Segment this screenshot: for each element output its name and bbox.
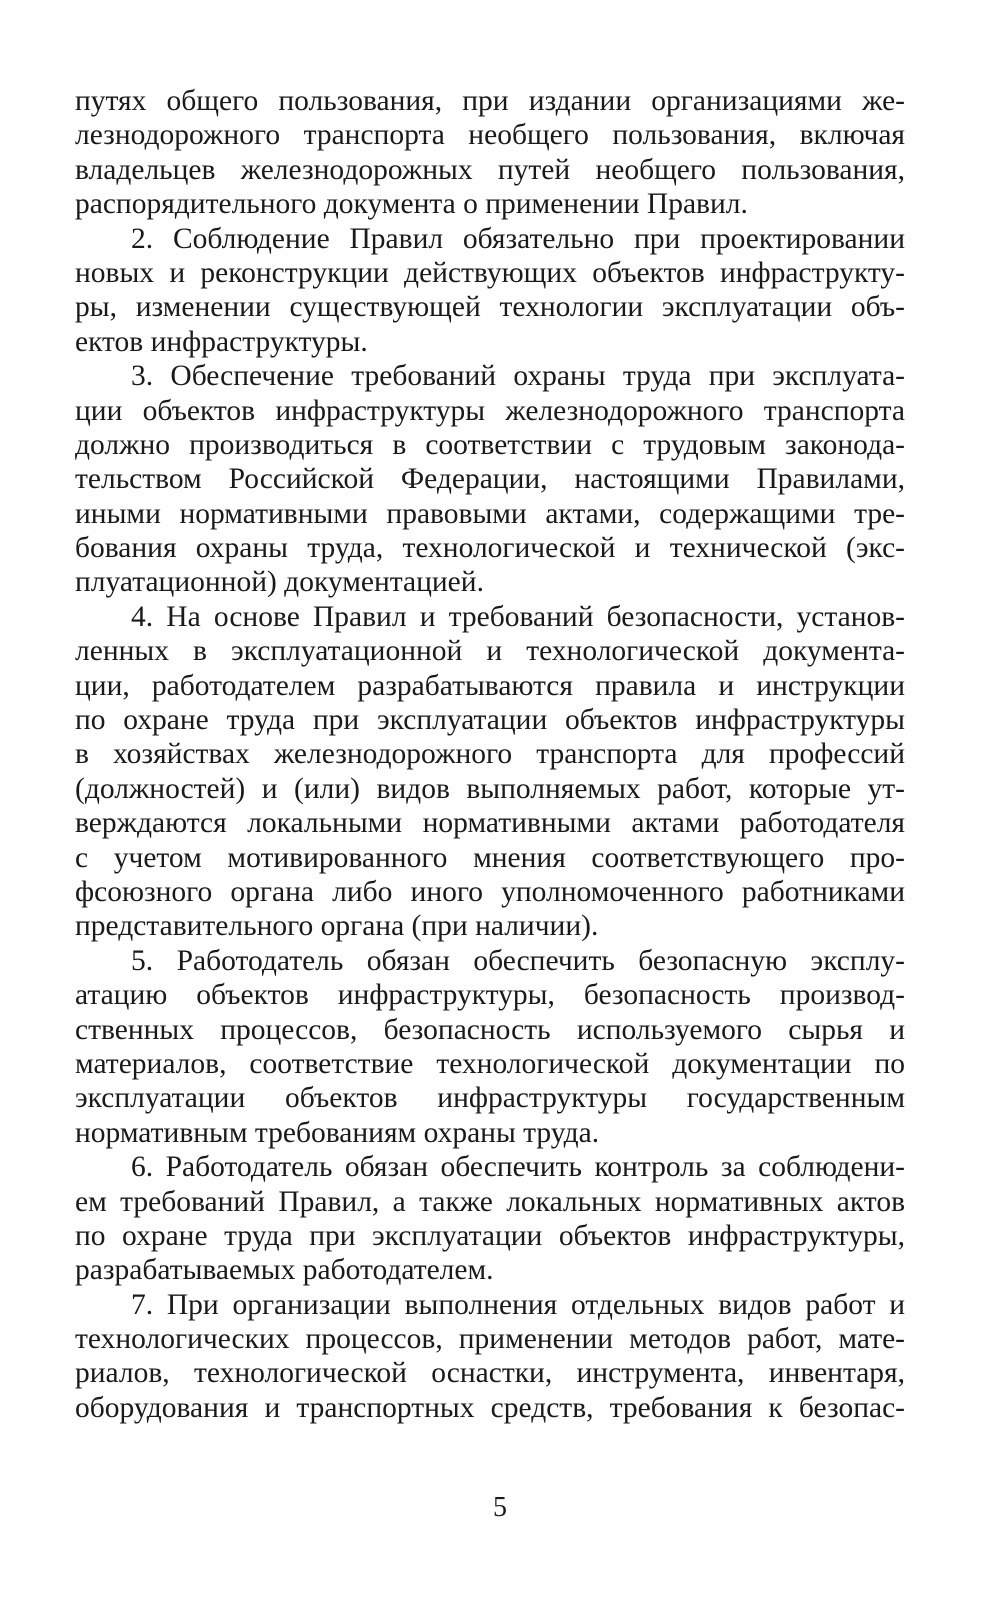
text-line: оборудования и транспортных средств, требования к безопас- <box>75 1391 905 1424</box>
text-line: атацию объектов инфраструктуры, безопасность производ- <box>75 979 905 1012</box>
text-line: тельством Российской Федерации, настоящими Правилами, <box>75 463 905 496</box>
text-line: ции, работодателем разрабатываются правила и инструкции <box>75 669 905 702</box>
text-line: 7. При организации выполнения отдельных видов работ и <box>131 1288 905 1321</box>
text-line: 5. Работодатель обязан обеспечить безопасную эксплу- <box>131 944 905 977</box>
text-line: разрабатываемых работодателем. <box>75 1254 494 1287</box>
text-line: ем требований Правил, а также локальных нормативных актов <box>75 1185 905 1218</box>
body-text <box>75 84 905 1425</box>
page-number: 5 <box>493 1492 507 1523</box>
text-line: фсоюзного органа либо иного уполномоченного работниками <box>75 875 905 908</box>
text-line: новых и реконструкции действующих объектов инфраструкту- <box>75 256 905 289</box>
text-line: лезнодорожного транспорта необщего пользования, включая <box>75 119 905 152</box>
text-line: 2. Соблюдение Правил обязательно при проектировании <box>131 222 905 255</box>
text-line: владельцев железнодорожных путей необщего пользования, <box>75 153 905 186</box>
text-line: 3. Обеспечение требований охраны труда при эксплуата- <box>131 360 905 393</box>
text-line: распорядительного документа о применении Правил. <box>75 188 748 221</box>
text-line: (должностей) и (или) видов выполняемых работ, которые ут- <box>75 772 905 805</box>
text-line: риалов, технологической оснастки, инструмента, инвентаря, <box>75 1357 905 1390</box>
text-line: с учетом мотивированного мнения соответствующего про- <box>75 841 905 874</box>
text-line: путях общего пользования, при издании организациями же- <box>75 85 905 117</box>
text-line: ры, изменении существующей технологии эксплуатации объ- <box>75 291 905 324</box>
text-line: технологических процессов, применении методов работ, мате- <box>75 1323 905 1356</box>
text-line: ленных в эксплуатационной и технологической документа- <box>75 635 905 668</box>
text-line: иными нормативными правовыми актами, содержащими тре- <box>75 497 905 530</box>
text-line: верждаются локальными нормативными актами работодателя <box>75 807 905 840</box>
text-line: нормативным требованиям охраны труда. <box>75 1116 600 1149</box>
text-line: ственных процессов, безопасность используемого сырья и <box>75 1013 905 1046</box>
text-line: 6. Работодатель обязан обеспечить контроль за соблюдени- <box>131 1151 905 1184</box>
text-line: должно производиться в соответствии с трудовым законода- <box>75 428 905 461</box>
text-line: ции объектов инфраструктуры железнодорожного транспорта <box>75 394 905 427</box>
text-line: представительного органа (при наличии). <box>75 910 599 943</box>
text-line: эксплуатации объектов инфраструктуры государственным <box>75 1082 905 1115</box>
text-line: 4. На основе Правил и требований безопасности, установ- <box>131 600 905 633</box>
text-line: по охране труда при эксплуатации объектов инфраструктуры <box>75 704 905 737</box>
text-line: материалов, соответствие технологической документации по <box>75 1047 905 1080</box>
text-line: по охране труда при эксплуатации объектов инфраструктуры, <box>75 1219 905 1252</box>
text-line: бования охраны труда, технологической и технической (экс- <box>75 532 905 565</box>
text-line: в хозяйствах железнодорожного транспорта для профессий <box>75 738 905 771</box>
text-line: ектов инфраструктуры. <box>75 325 368 358</box>
text-line: плуатационной) документацией. <box>75 566 484 599</box>
